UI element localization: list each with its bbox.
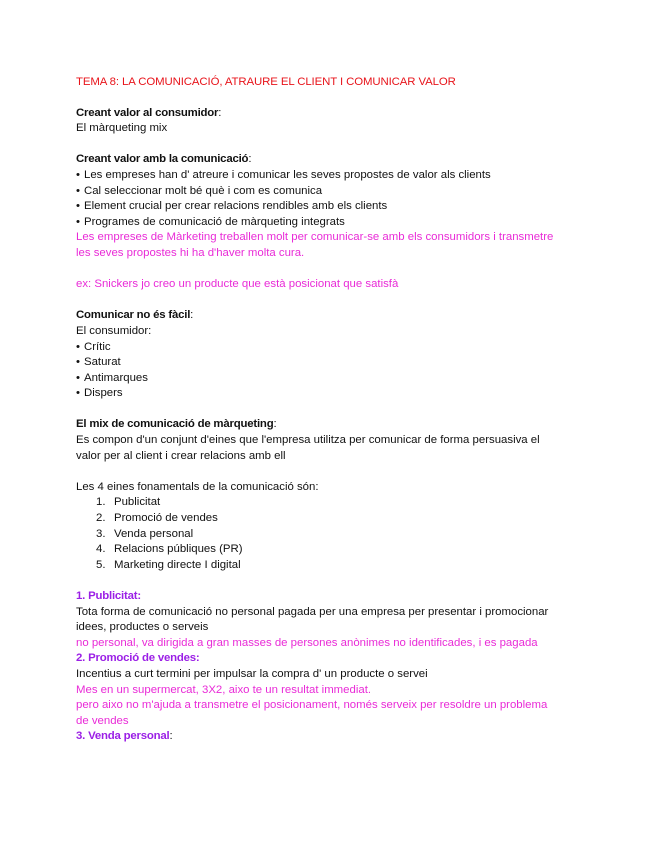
- bullet-item: [76, 168, 596, 184]
- document-page: [76, 74, 596, 745]
- bullet-item: [76, 386, 596, 402]
- paragraph: El consumidor:: [76, 324, 152, 337]
- heading-text: El mix de comunicació de màrqueting: [76, 418, 274, 431]
- heading-colon: :: [190, 309, 194, 322]
- heading-colon: :: [248, 153, 252, 166]
- section-heading-publicitat: [76, 589, 596, 605]
- list-item: 4. Relacions públiques (PR): [96, 543, 243, 556]
- heading-text: Creant valor amb la comunicació: [76, 153, 249, 166]
- list-item: 3. Venda personal: [96, 527, 194, 540]
- paragraph: El màrqueting mix: [76, 122, 168, 135]
- section-heading-creant-valor-consumidor: [76, 106, 596, 122]
- note-line: no personal, va dirigida a gran masses de persones anònimes no identificades, i es pagada: [76, 636, 538, 649]
- heading-colon: :: [137, 590, 141, 602]
- list-item-text: Venda personal: [114, 527, 194, 540]
- bullet-text: Crític: [84, 340, 111, 353]
- heading-text: 3. Venda personal: [76, 730, 170, 743]
- paragraph-line: valor per al client i crear relacions amb ell: [76, 449, 286, 462]
- document-title: TEMA 8: LA COMUNICACIÓ, ATRAURE EL CLIENT I COMUNICAR VALOR: [76, 76, 456, 88]
- note-line: de vendes: [76, 714, 129, 727]
- note-line: Les empreses de Màrketing treballen molt per comunicar-se amb els consumidors i transmetre: [76, 231, 554, 244]
- list-item-text: Relacions públiques (PR): [114, 543, 243, 556]
- bullet-icon: •: [76, 215, 80, 228]
- bullet-text: Dispers: [84, 387, 123, 400]
- paragraph-line: idees, productes o serveis: [76, 621, 209, 634]
- bullet-item: [76, 199, 596, 215]
- heading-text: 1. Publicitat: [76, 590, 138, 602]
- bullet-item: [76, 371, 596, 387]
- bullet-item: [76, 184, 596, 200]
- list-intro: Les 4 eines fonamentals de la comunicació són:: [76, 480, 319, 493]
- heading-colon: :: [195, 652, 200, 665]
- section-heading-creant-valor-comunicacio: [76, 152, 596, 168]
- list-item-text: Promoció de vendes: [114, 512, 218, 525]
- bullet-icon: •: [76, 184, 80, 197]
- heading-colon: :: [273, 418, 277, 431]
- note-line: Mes en un supermercat, 3X2, aixo te un resultat immediat.: [76, 683, 372, 696]
- bullet-text: Programes de comunicació de màrqueting integrats: [84, 215, 345, 228]
- bullet-item: [76, 215, 596, 231]
- heading-text: Comunicar no és fàcil: [76, 309, 191, 322]
- list-item-text: Marketing directe I digital: [114, 558, 241, 571]
- bullet-text: Antimarques: [84, 371, 148, 384]
- list-item-text: Publicitat: [114, 496, 161, 509]
- note-line: pero aixo no m'ajuda a transmetre el posicionament, només serveix per resoldre un problema: [76, 699, 548, 712]
- section-heading-mix-comunicacio: [76, 417, 596, 433]
- heading-text: 2. Promoció de vendes: [76, 652, 196, 665]
- heading-colon: :: [218, 106, 222, 119]
- section-heading-promocio-vendes: [76, 651, 596, 667]
- ordered-list: [76, 495, 596, 573]
- bullet-icon: •: [76, 200, 80, 213]
- list-item: 5. Marketing directe I digital: [96, 558, 241, 571]
- list-item: 2. Promoció de vendes: [96, 512, 218, 525]
- bullet-text: Saturat: [84, 356, 121, 369]
- section-heading-comunicar-no-facil: [76, 308, 596, 324]
- bullet-text: Les empreses han d' atreure i comunicar les seves propostes de valor als clients: [84, 168, 491, 181]
- heading-colon: :: [169, 730, 173, 743]
- bullet-icon: •: [76, 168, 80, 181]
- bullet-text: Cal seleccionar molt bé què i com es comunica: [84, 184, 323, 197]
- bullet-icon: •: [76, 356, 80, 369]
- bullet-item: [76, 355, 596, 371]
- paragraph-line: Es compon d'un conjunt d'eines que l'empresa utilitza per comunicar de forma persuasiva el: [76, 434, 540, 447]
- bullet-item: [76, 340, 596, 356]
- example-line: ex: Snickers jo creo un producte que està posicionat que satisfà: [76, 278, 399, 291]
- list-item: 1. Publicitat: [96, 496, 161, 509]
- bullet-icon: •: [76, 340, 80, 353]
- section-heading-venda-personal: [76, 729, 596, 745]
- bullet-icon: •: [76, 371, 80, 384]
- bullet-text: Element crucial per crear relacions rendibles amb els clients: [84, 200, 388, 213]
- paragraph-line: Tota forma de comunicació no personal pagada per una empresa per presentar i promocionar: [76, 605, 549, 618]
- bullet-icon: •: [76, 387, 80, 400]
- heading-text: Creant valor al consumidor: [76, 106, 219, 119]
- note-line: les seves propostes hi ha d'haver molta cura.: [76, 246, 305, 259]
- paragraph-line: Incentius a curt termini per impulsar la compra d' un producte o servei: [76, 667, 428, 680]
